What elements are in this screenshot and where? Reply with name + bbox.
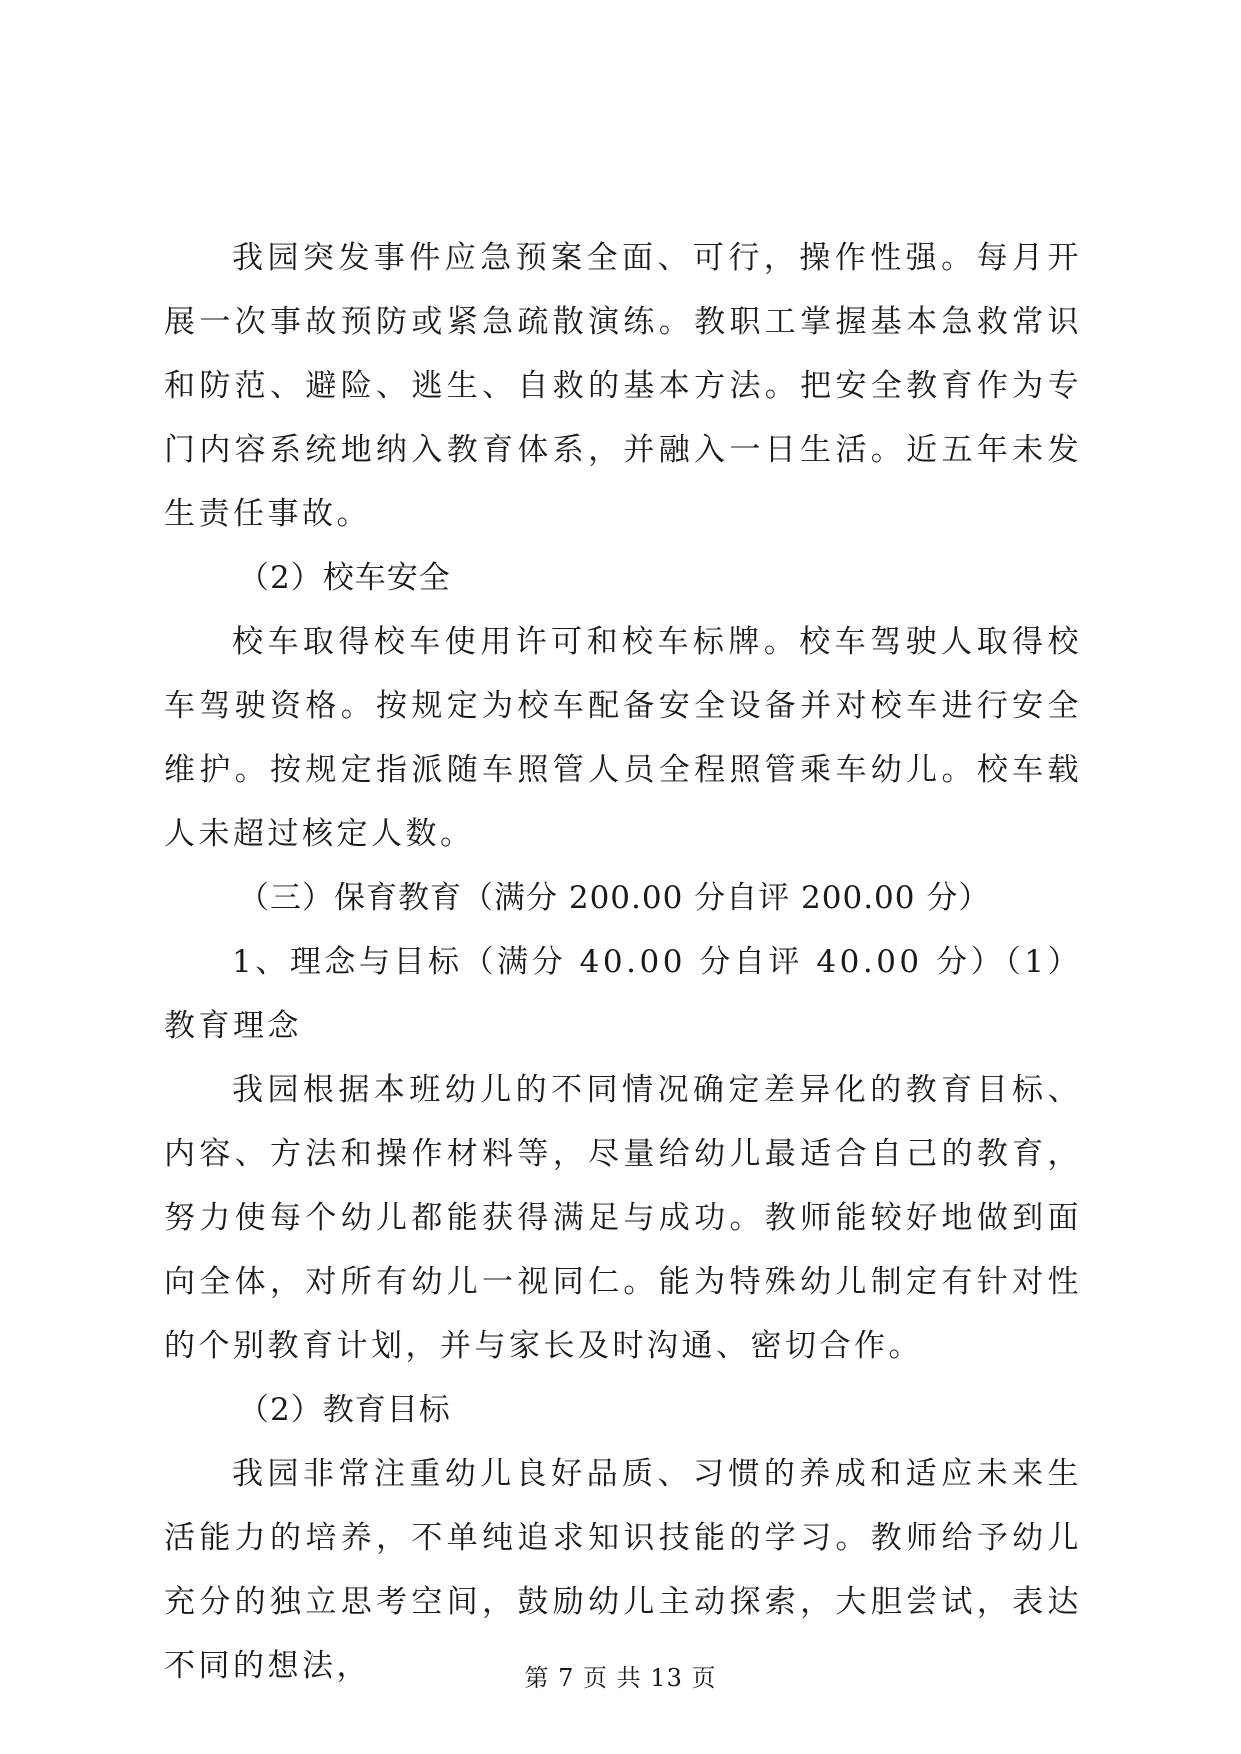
document-body <box>164 226 1082 1698</box>
paragraph-school-bus: 校车取得校车使用许可和校车标牌。校车驾驶人取得校车驾驶资格。按规定为校车配备安全设备并对校车进行安全维护。按规定指派随车照管人员全程照管乘车幼儿。校车载人未超过核定人数。 <box>164 624 1082 852</box>
paragraph-education-goals: 我园非常注重幼儿良好品质、习惯的养成和适应未来生活能力的培养，不单纯追求知识技能的学习。教师给予幼儿充分的独立思考空间，鼓励幼儿主动探索，大胆尝试，表达不同的想法， <box>164 1456 1082 1684</box>
paragraph-emergency-plan: 我园突发事件应急预案全面、可行，操作性强。每月开展一次事故预防或紧急疏散演练。教职工掌握基本急救常识和防范、避险、逃生、自救的基本方法。把安全教育作为专门内容系统地纳入教育体系，并融入一日生活。近五年未发生责任事故。 <box>164 240 1082 532</box>
heading-education-goals: （2）教育目标 <box>238 1392 451 1428</box>
heading-school-bus-safety: （2）校车安全 <box>238 560 451 596</box>
page-number-footer: 第 7 页 共 13 页 <box>524 1664 717 1692</box>
heading-philosophy-goals: 1、理念与目标（满分 40.00 分自评 40.00 分）（1）教育理念 <box>164 944 1082 1044</box>
heading-care-education: （三）保育教育（满分 200.00 分自评 200.00 分） <box>238 880 991 916</box>
paragraph-education-philosophy: 我园根据本班幼儿的不同情况确定差异化的教育目标、内容、方法和操作材料等，尽量给幼儿最适合自己的教育，努力使每个幼儿都能获得满足与成功。教师能较好地做到面向全体，对所有幼儿一视同仁。能为特殊幼儿制定有针对性的个别教育计划，并与家长及时沟通、密切合作。 <box>164 1072 1082 1364</box>
